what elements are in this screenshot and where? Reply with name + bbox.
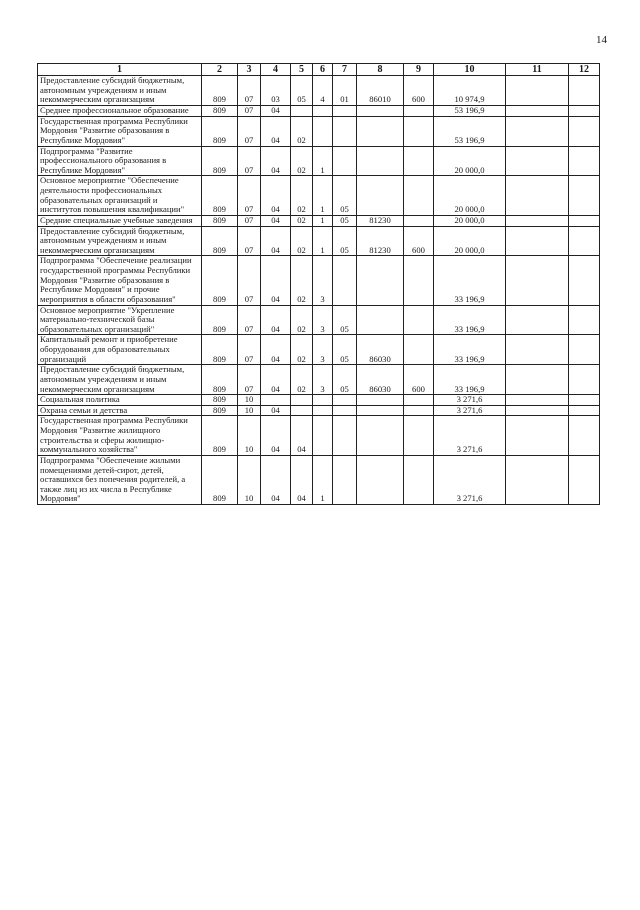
cell-section: 07 — [238, 106, 261, 117]
cell-subprogram: 4 — [313, 76, 333, 106]
cell-program: 02 — [291, 335, 313, 365]
cell-subprogram: 3 — [313, 256, 333, 305]
cell-section: 07 — [238, 146, 261, 176]
cell-activity — [333, 405, 357, 416]
table-row — [38, 146, 600, 176]
cell-col12 — [569, 365, 600, 395]
cell-expense-type — [404, 395, 434, 406]
table-row — [38, 215, 600, 226]
page-number: 14 — [596, 34, 607, 46]
cell-admin-code: 809 — [202, 76, 238, 106]
cell-activity — [333, 256, 357, 305]
cell-col12 — [569, 305, 600, 335]
row-name: Капитальный ремонт и приобретение оборудования для образовательных организаций — [38, 335, 202, 365]
cell-admin-code: 809 — [202, 146, 238, 176]
cell-col11 — [506, 395, 569, 406]
cell-col11 — [506, 405, 569, 416]
cell-direction — [357, 176, 404, 216]
cell-program: 04 — [291, 455, 313, 504]
row-name: Государственная программа Республики Мордовия "Развитие образования в Республике Мордовия" — [38, 116, 202, 146]
cell-program: 02 — [291, 256, 313, 305]
cell-program: 02 — [291, 365, 313, 395]
row-name: Предоставление субсидий бюджетным, автономным учреждениям и иным некоммерческим организациям — [38, 365, 202, 395]
cell-section: 07 — [238, 116, 261, 146]
cell-expense-type — [404, 416, 434, 456]
cell-activity — [333, 455, 357, 504]
cell-direction: 86010 — [357, 76, 404, 106]
row-name: Подпрограмма "Развитие профессионального образования в Республике Мордовия" — [38, 146, 202, 176]
cell-section: 07 — [238, 305, 261, 335]
cell-admin-code: 809 — [202, 416, 238, 456]
cell-activity — [333, 106, 357, 117]
cell-section: 07 — [238, 365, 261, 395]
column-header: 7 — [333, 64, 357, 76]
cell-col12 — [569, 76, 600, 106]
cell-subprogram — [313, 395, 333, 406]
cell-admin-code: 809 — [202, 176, 238, 216]
table-row — [38, 116, 600, 146]
column-header: 1 — [38, 64, 202, 76]
cell-expense-type — [404, 305, 434, 335]
cell-activity: 01 — [333, 76, 357, 106]
cell-admin-code: 809 — [202, 215, 238, 226]
row-name: Охрана семьи и детства — [38, 405, 202, 416]
row-name: Социальная политика — [38, 395, 202, 406]
cell-activity: 05 — [333, 365, 357, 395]
cell-subprogram — [313, 116, 333, 146]
table-row — [38, 106, 600, 117]
cell-program: 02 — [291, 305, 313, 335]
row-name: Подпрограмма "Обеспечение жилыми помещениями детей-сирот, детей, оставшихся без попечения родителей, а также лиц из их числа в Республике Мордовия" — [38, 455, 202, 504]
cell-program: 02 — [291, 116, 313, 146]
cell-subprogram: 3 — [313, 365, 333, 395]
cell-direction — [357, 106, 404, 117]
column-header: 12 — [569, 64, 600, 76]
row-name: Среднее профессиональное образование — [38, 106, 202, 117]
cell-admin-code: 809 — [202, 226, 238, 256]
cell-amount: 3 271,6 — [434, 395, 506, 406]
cell-subprogram: 3 — [313, 335, 333, 365]
cell-amount: 3 271,6 — [434, 405, 506, 416]
cell-expense-type — [404, 176, 434, 216]
cell-col12 — [569, 395, 600, 406]
cell-col11 — [506, 106, 569, 117]
cell-program — [291, 106, 313, 117]
cell-subsection: 04 — [261, 405, 291, 416]
cell-subprogram: 1 — [313, 455, 333, 504]
cell-activity — [333, 416, 357, 456]
table-row — [38, 256, 600, 305]
cell-program — [291, 395, 313, 406]
cell-col11 — [506, 146, 569, 176]
cell-col12 — [569, 106, 600, 117]
column-header: 4 — [261, 64, 291, 76]
cell-direction — [357, 455, 404, 504]
cell-admin-code: 809 — [202, 455, 238, 504]
cell-expense-type — [404, 455, 434, 504]
table-row — [38, 416, 600, 456]
cell-subprogram — [313, 416, 333, 456]
cell-col11 — [506, 76, 569, 106]
cell-direction: 81230 — [357, 215, 404, 226]
cell-direction — [357, 256, 404, 305]
table-row — [38, 455, 600, 504]
cell-expense-type — [404, 106, 434, 117]
cell-expense-type — [404, 256, 434, 305]
cell-section: 10 — [238, 455, 261, 504]
cell-expense-type — [404, 335, 434, 365]
cell-col11 — [506, 116, 569, 146]
cell-subsection: 04 — [261, 305, 291, 335]
cell-subsection: 03 — [261, 76, 291, 106]
cell-subprogram: 1 — [313, 146, 333, 176]
cell-direction: 86030 — [357, 335, 404, 365]
cell-col12 — [569, 256, 600, 305]
cell-expense-type — [404, 215, 434, 226]
cell-expense-type — [404, 405, 434, 416]
table-row — [38, 176, 600, 216]
row-name: Подпрограмма "Обеспечение реализации государственной программы Республики Мордовия "Развитие образования в Республике Мордовия" и прочие мероприятия в области образования" — [38, 256, 202, 305]
cell-subprogram — [313, 405, 333, 416]
cell-amount: 53 196,9 — [434, 106, 506, 117]
budget-table — [37, 63, 600, 505]
cell-col12 — [569, 226, 600, 256]
cell-section: 07 — [238, 335, 261, 365]
cell-direction — [357, 405, 404, 416]
table-row — [38, 365, 600, 395]
cell-section: 10 — [238, 416, 261, 456]
cell-admin-code: 809 — [202, 305, 238, 335]
cell-amount: 10 974,9 — [434, 76, 506, 106]
cell-admin-code: 809 — [202, 365, 238, 395]
cell-program: 02 — [291, 215, 313, 226]
cell-subprogram: 1 — [313, 215, 333, 226]
cell-col12 — [569, 335, 600, 365]
cell-section: 07 — [238, 226, 261, 256]
cell-col12 — [569, 416, 600, 456]
cell-amount: 20 000,0 — [434, 215, 506, 226]
cell-subsection: 04 — [261, 215, 291, 226]
table-header-row — [38, 64, 600, 76]
cell-activity: 05 — [333, 335, 357, 365]
cell-section: 07 — [238, 176, 261, 216]
table-row — [38, 395, 600, 406]
cell-expense-type: 600 — [404, 226, 434, 256]
row-name: Основное мероприятие "Укрепление материально-технической базы образовательных организаций" — [38, 305, 202, 335]
table-row — [38, 335, 600, 365]
cell-direction: 86030 — [357, 365, 404, 395]
cell-subsection: 04 — [261, 176, 291, 216]
cell-direction — [357, 116, 404, 146]
cell-activity: 05 — [333, 176, 357, 216]
column-header: 2 — [202, 64, 238, 76]
cell-subsection: 04 — [261, 116, 291, 146]
cell-program: 02 — [291, 226, 313, 256]
cell-col11 — [506, 416, 569, 456]
cell-col11 — [506, 215, 569, 226]
cell-col11 — [506, 305, 569, 335]
cell-admin-code: 809 — [202, 395, 238, 406]
cell-amount: 3 271,6 — [434, 416, 506, 456]
table-row — [38, 305, 600, 335]
cell-subsection: 04 — [261, 455, 291, 504]
cell-col11 — [506, 455, 569, 504]
cell-col12 — [569, 215, 600, 226]
cell-subsection: 04 — [261, 335, 291, 365]
cell-expense-type: 600 — [404, 365, 434, 395]
cell-amount: 20 000,0 — [434, 176, 506, 216]
cell-amount: 33 196,9 — [434, 305, 506, 335]
cell-program: 04 — [291, 416, 313, 456]
column-header: 6 — [313, 64, 333, 76]
cell-section: 10 — [238, 405, 261, 416]
cell-section: 07 — [238, 215, 261, 226]
cell-amount: 20 000,0 — [434, 226, 506, 256]
row-name: Средние специальные учебные заведения — [38, 215, 202, 226]
cell-col12 — [569, 176, 600, 216]
cell-expense-type — [404, 116, 434, 146]
cell-activity — [333, 395, 357, 406]
cell-subsection: 04 — [261, 365, 291, 395]
cell-section: 10 — [238, 395, 261, 406]
cell-admin-code: 809 — [202, 116, 238, 146]
cell-col12 — [569, 146, 600, 176]
cell-expense-type: 600 — [404, 76, 434, 106]
cell-activity: 05 — [333, 215, 357, 226]
row-name: Предоставление субсидий бюджетным, автономным учреждениям и иным некоммерческим организациям — [38, 76, 202, 106]
cell-amount: 20 000,0 — [434, 146, 506, 176]
cell-direction — [357, 146, 404, 176]
cell-amount: 3 271,6 — [434, 455, 506, 504]
column-header: 3 — [238, 64, 261, 76]
cell-program — [291, 405, 313, 416]
column-header: 11 — [506, 64, 569, 76]
cell-direction — [357, 305, 404, 335]
cell-amount: 33 196,9 — [434, 365, 506, 395]
cell-section: 07 — [238, 256, 261, 305]
cell-subsection — [261, 395, 291, 406]
cell-col11 — [506, 176, 569, 216]
cell-direction — [357, 395, 404, 406]
row-name: Предоставление субсидий бюджетным, автономным учреждениям и иным некоммерческим организациям — [38, 226, 202, 256]
cell-col11 — [506, 256, 569, 305]
row-name: Государственная программа Республики Мордовия "Развитие жилищного строительства и сферы жилищно-коммунального хозяйства" — [38, 416, 202, 456]
cell-col11 — [506, 226, 569, 256]
cell-subsection: 04 — [261, 256, 291, 305]
cell-subsection: 04 — [261, 146, 291, 176]
column-header: 8 — [357, 64, 404, 76]
cell-admin-code: 809 — [202, 256, 238, 305]
cell-admin-code: 809 — [202, 405, 238, 416]
cell-col12 — [569, 405, 600, 416]
cell-program: 02 — [291, 146, 313, 176]
cell-activity: 05 — [333, 305, 357, 335]
table-row — [38, 76, 600, 106]
cell-subsection: 04 — [261, 106, 291, 117]
cell-program: 05 — [291, 76, 313, 106]
cell-col12 — [569, 455, 600, 504]
column-header: 9 — [404, 64, 434, 76]
column-header: 10 — [434, 64, 506, 76]
cell-subsection: 04 — [261, 416, 291, 456]
cell-program: 02 — [291, 176, 313, 216]
column-header: 5 — [291, 64, 313, 76]
cell-col11 — [506, 335, 569, 365]
cell-activity: 05 — [333, 226, 357, 256]
cell-amount: 33 196,9 — [434, 256, 506, 305]
cell-activity — [333, 146, 357, 176]
cell-expense-type — [404, 146, 434, 176]
cell-activity — [333, 116, 357, 146]
cell-subprogram: 1 — [313, 226, 333, 256]
cell-subprogram — [313, 106, 333, 117]
table-row — [38, 226, 600, 256]
cell-col12 — [569, 116, 600, 146]
cell-col11 — [506, 365, 569, 395]
cell-amount: 53 196,9 — [434, 116, 506, 146]
row-name: Основное мероприятие "Обеспечение деятельности профессиональных образовательных организаций и институтов повышения квалификации" — [38, 176, 202, 216]
cell-subsection: 04 — [261, 226, 291, 256]
cell-subprogram: 1 — [313, 176, 333, 216]
cell-subprogram: 3 — [313, 305, 333, 335]
cell-direction — [357, 416, 404, 456]
cell-amount: 33 196,9 — [434, 335, 506, 365]
cell-admin-code: 809 — [202, 335, 238, 365]
cell-section: 07 — [238, 76, 261, 106]
table-row — [38, 405, 600, 416]
cell-admin-code: 809 — [202, 106, 238, 117]
cell-direction: 81230 — [357, 226, 404, 256]
